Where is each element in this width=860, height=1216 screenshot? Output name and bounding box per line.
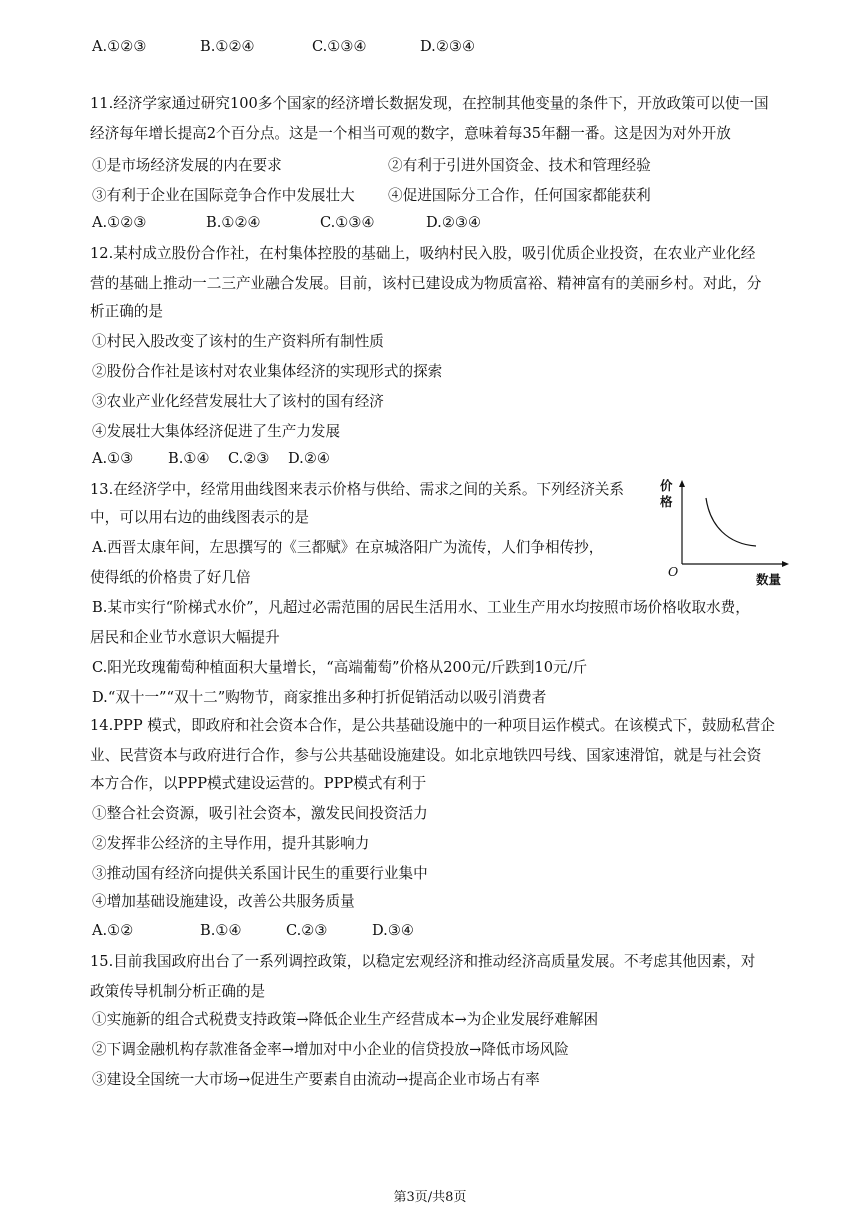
q15-item-3: ③建设全国统一大市场→促进生产要素自由流动→提高企业市场占有率 <box>92 1071 540 1088</box>
q15-item-1: ①实施新的组合式税费支持政策→降低企业生产经营成本→为企业发展纾难解困 <box>92 1011 599 1028</box>
q14-stem-line-3: 本方合作，以PPP模式建设运营的。PPP模式有利于 <box>90 775 427 792</box>
q10-option-b: B.①②④ <box>200 38 255 55</box>
q13-option-c: C.阳光玫瑰葡萄种植面积大量增长，“高端葡萄”价格从200元/斤跌到10元/斤 <box>92 659 588 676</box>
graph-y-label-2: 格 <box>660 494 673 509</box>
q12-item-4: ④发展壮大集体经济促进了生产力发展 <box>92 423 341 440</box>
q12-item-3: ③农业产业化经营发展壮大了该村的国有经济 <box>92 393 384 410</box>
q11-stem-line-2: 经济每年增长提高2个百分点。这是一个相当可观的数字，意味着每35年翻一番。这是因为对外开放 <box>90 125 731 142</box>
q11-item-2: ②有利于引进外国资金、技术和管理经验 <box>388 157 651 174</box>
q13-option-a-line-1: A.西晋太康年间，左思撰写的《三都赋》在京城洛阳广为流传，人们争相传抄， <box>92 539 604 556</box>
q13-stem-line-2: 中，可以用右边的曲线图表示的是 <box>90 509 309 526</box>
q14-option-a: A.①② <box>92 922 134 939</box>
q15-stem-line-2: 政策传导机制分析正确的是 <box>90 983 266 1000</box>
q12-stem-line-3: 析正确的是 <box>90 303 163 320</box>
q13-option-b-line-1: B.某市实行“阶梯式水价”，凡超过必需范围的居民生活用水、工业生产用水均按照市场价格收取水费， <box>92 599 750 616</box>
q14-item-4: ④增加基础设施建设，改善公共服务质量 <box>92 893 355 910</box>
q13-option-b-line-2: 居民和企业节水意识大幅提升 <box>90 629 280 646</box>
q14-option-b: B.①④ <box>200 922 242 939</box>
graph-x-axis-arrow <box>782 561 789 567</box>
q14-item-3: ③推动国有经济向提供关系国计民生的重要行业集中 <box>92 865 428 882</box>
q13-option-a-line-2: 使得纸的价格贵了好几倍 <box>90 569 251 586</box>
q14-option-c: C.②③ <box>286 922 328 939</box>
q15-stem-line-1: 15.目前我国政府出台了一系列调控政策，以稳定宏观经济和推动经济高质量发展。不考虑其他因素，对 <box>90 953 756 970</box>
q12-option-c: C.②③ <box>228 450 270 467</box>
q14-stem-line-2: 业、民营资本与政府进行合作，参与公共基础设施建设。如北京地铁四号线、国家速滑馆，就是与社会资 <box>90 747 762 764</box>
q13-stem-line-1: 13.在经济学中，经常用曲线图来表示价格与供给、需求之间的关系。下列经济关系 <box>90 481 624 498</box>
q12-option-a: A.①③ <box>92 450 134 467</box>
q12-stem-line-1: 12.某村成立股份合作社，在村集体控股的基础上，吸纳村民入股，吸引优质企业投资，在农业产业化经 <box>90 245 756 262</box>
graph-curve <box>706 498 756 546</box>
q12-item-1: ①村民入股改变了该村的生产资料所有制性质 <box>92 333 384 350</box>
q11-option-b: B.①②④ <box>206 214 261 231</box>
q10-option-d: D.②③④ <box>420 38 476 55</box>
q12-option-b: B.①④ <box>168 450 210 467</box>
q14-item-1: ①整合社会资源，吸引社会资本，激发民间投资活力 <box>92 805 428 822</box>
q10-option-c: C.①③④ <box>312 38 367 55</box>
q11-option-d: D.②③④ <box>426 214 482 231</box>
q10-option-a: A.①②③ <box>92 38 147 55</box>
q15-item-2: ②下调金融机构存款准备金率→增加对中小企业的信贷投放→降低市场风险 <box>92 1041 569 1058</box>
q14-option-d: D.③④ <box>372 922 414 939</box>
q12-item-2: ②股份合作社是该村对农业集体经济的实现形式的探索 <box>92 363 443 380</box>
q11-stem-line-1: 11.经济学家通过研究100多个国家的经济增长数据发现，在控制其他变量的条件下，开放政策可以使一国 <box>90 95 769 112</box>
q11-option-c: C.①③④ <box>320 214 375 231</box>
graph-y-axis-arrow <box>679 480 685 487</box>
q11-item-4: ④促进国际分工合作，任何国家都能获利 <box>388 187 651 204</box>
q13-option-d: D.“双十一”“双十二”购物节，商家推出多种打折促销活动以吸引消费者 <box>92 689 547 706</box>
graph-origin-label: O <box>668 564 679 579</box>
q12-stem-line-2: 营的基础上推动一二三产业融合发展。目前，该村已建设成为物质富裕、精神富有的美丽乡村。对此，分 <box>90 275 762 292</box>
q13-price-quantity-graph <box>652 476 792 588</box>
q14-stem-line-1: 14.PPP 模式，即政府和社会资本合作，是公共基础设施中的一种项目运作模式。在该模式下，鼓励私营企 <box>90 717 775 734</box>
graph-y-label-1: 价 <box>660 478 673 493</box>
graph-x-label: 数量 <box>756 572 782 587</box>
q11-item-3: ③有利于企业在国际竞争合作中发展壮大 <box>92 187 355 204</box>
q11-option-a: A.①②③ <box>92 214 147 231</box>
q12-option-d: D.②④ <box>288 450 330 467</box>
page-number-footer: 第3页/共8页 <box>393 1190 467 1205</box>
q14-item-2: ②发挥非公经济的主导作用，提升其影响力 <box>92 835 370 852</box>
q11-item-1: ①是市场经济发展的内在要求 <box>92 157 282 174</box>
